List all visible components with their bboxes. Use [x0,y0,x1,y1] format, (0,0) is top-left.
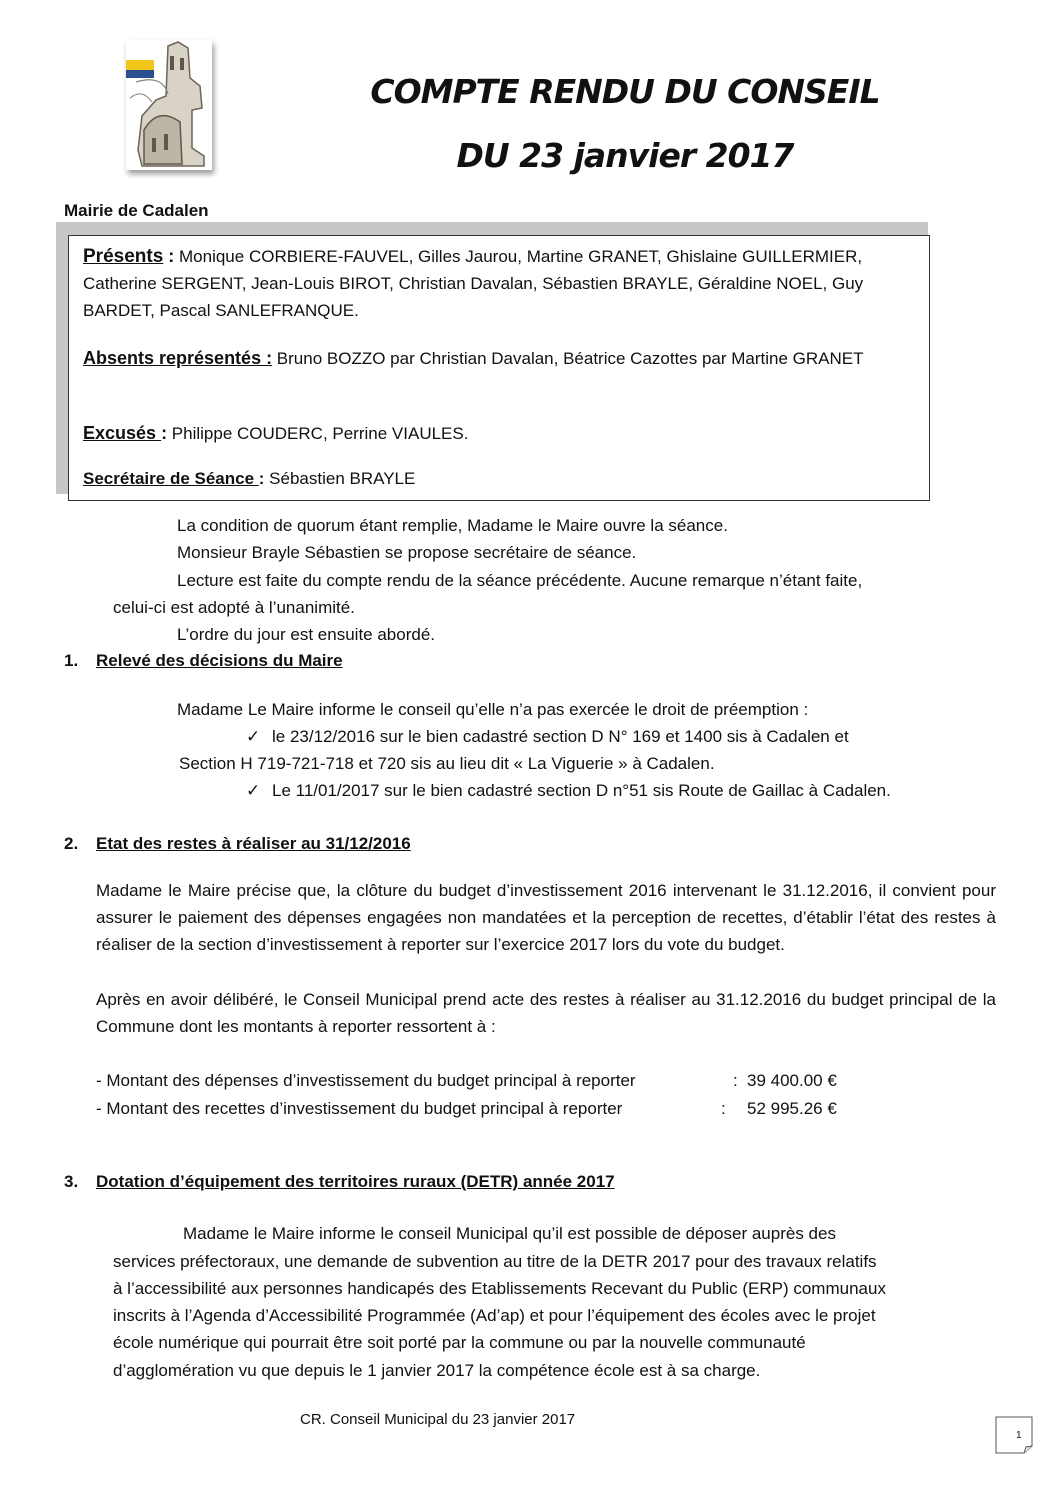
section-2-number: 2. [64,834,79,853]
intro-line-1: La condition de quorum étant remplie, Madame le Maire ouvre la séance. [177,516,728,535]
excuses-text: Philippe COUDERC, Perrine VIAULES. [167,424,469,443]
footer-text: CR. Conseil Municipal du 23 janvier 2017 [300,1411,576,1428]
section-3-line-4: inscrits à l’Agenda d’Accessibilité Programmée (Ad’ap) et pour l’équipement des écoles avec le projet [113,1306,876,1325]
check-icon: ✓ [246,727,261,746]
intro-line-2: Monsieur Brayle Sébastien se propose secrétaire de séance. [177,543,637,562]
recettes-label: - Montant des recettes d’investissement du budget principal à reporter [96,1099,623,1118]
presents-label: Présents [83,246,164,267]
section-3-line-2: services préfectoraux, une demande de subvention au titre de la DETR 2017 pour des travaux relatifs [113,1252,877,1271]
section-1-intro: Madame Le Maire informe le conseil qu’elle n’a pas exercée le droit de préemption : [177,700,809,719]
intro-line-4: celui-ci est adopté à l’unanimité. [113,598,355,617]
presents-text: Monique CORBIERE-FAUVEL, Gilles Jaurou, Martine GRANET, Ghislaine GUILLERMIER, Catherine SERGENT, Jean-Louis BIROT, Christian Davalan, Sébastien BRAYLE, Géraldine NOEL, Guy BARDET, Pascal SANLEFRANQUE. [83,247,864,320]
section-3-number: 3. [64,1172,79,1191]
section-1-heading [64,651,343,671]
secretaire-text: Sébastien BRAYLE [264,469,416,488]
section-3-heading [64,1172,615,1192]
recettes-separator: : [721,1099,726,1118]
title-line-1: COMPTE RENDU DU CONSEIL [370,72,880,111]
secretaire-paragraph [83,465,918,492]
page-number: 1 [1016,1430,1022,1441]
excuses-label: Excusés [83,423,162,443]
check-icon: ✓ [246,781,261,800]
depenses-separator: : [733,1071,738,1090]
absents-paragraph [83,345,918,372]
recettes-value: 52 995.26 € [747,1099,837,1118]
page-number-box [995,1416,1033,1454]
section-3-line-1: Madame le Maire informe le conseil Municipal qu’il est possible de déposer auprès des [183,1224,836,1243]
section-1-item-1-line-2: Section H 719-721-718 et 720 sis au lieu dit « La Viguerie » à Cadalen. [179,754,715,773]
absents-label: Absents représentés : [83,348,273,368]
absents-text: Bruno BOZZO par Christian Davalan, Béatrice Cazottes par Martine GRANET [272,349,864,368]
section-1-item-2 [246,777,891,804]
section-2-title: Etat des restes à réaliser au 31/12/2016 [96,834,411,853]
section-3-line-3: à l’accessibilité aux personnes handicapés des Etablissements Recevant du Public (ERP) communaux [113,1279,886,1298]
mairie-name: Mairie de Cadalen [64,201,209,220]
section-3-line-5: école numérique qui pourrait être soit porté par la commune ou par la nouvelle communauté [113,1333,806,1352]
section-1-title: Relevé des décisions du Maire [96,651,343,670]
depenses-value: 39 400.00 € [747,1071,837,1090]
secretaire-colon: : [258,469,265,488]
mairie-logo [122,38,220,178]
presents-paragraph [83,243,918,324]
section-1-item-2-text: Le 11/01/2017 sur le bien cadastré section D n°51 sis Route de Gaillac à Cadalen. [272,781,891,800]
presents-colon: : [163,246,175,266]
section-1-item-1 [246,723,849,750]
section-3-line-6: d’agglomération vu que depuis le 1 janvier 2017 la compétence école est à sa charge. [113,1361,761,1380]
secretaire-label: Secrétaire de Séance [83,469,259,488]
section-3-title: Dotation d’équipement des territoires ruraux (DETR) année 2017 [96,1172,615,1191]
excuses-paragraph [83,420,918,447]
section-1-number: 1. [64,651,79,670]
section-2-paragraph-1: Madame le Maire précise que, la clôture du budget d’investissement 2016 intervenant le 31.12.2016, il convient pour assurer le paiement des dépenses engagées non mandatées et la perception de recettes, d’établir l’état des restes à réaliser de la section d’investissement à reporter sur l’exercice 2017 lors du vote du budget. [96,881,996,954]
section-2-paragraph-2: Après en avoir délibéré, le Conseil Municipal prend acte des restes à réaliser au 31.12.2016 du budget principal de la Commune dont les montants à reporter ressortent à : [96,990,996,1036]
depenses-label: - Montant des dépenses d’investissement du budget principal à reporter [96,1071,636,1090]
section-1-item-1-line-1: le 23/12/2016 sur le bien cadastré section D N° 169 et 1400 sis à Cadalen et [272,727,849,746]
intro-line-3: Lecture est faite du compte rendu de la séance précédente. Aucune remarque n’étant faite, [177,571,863,590]
section-2-heading [64,834,411,854]
intro-line-5: L’ordre du jour est ensuite abordé. [177,625,436,644]
excuses-colon: : [161,423,168,443]
title-line-2: DU 23 janvier 2017 [456,136,794,175]
